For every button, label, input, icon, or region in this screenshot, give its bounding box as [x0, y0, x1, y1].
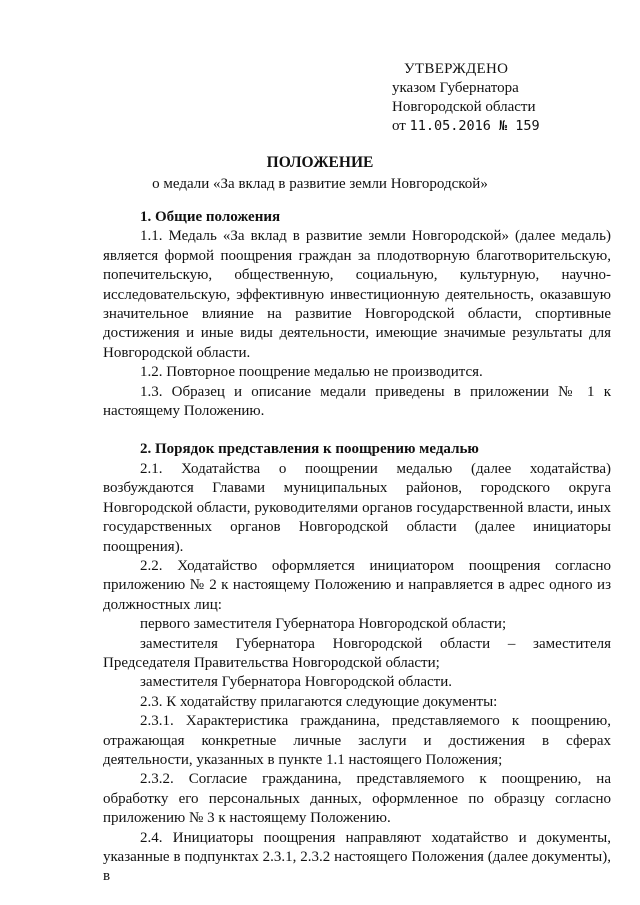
document-subtitle: о медали «За вклад в развитие земли Новгородской» [152, 176, 488, 192]
paragraph-2-3-2: 2.3.2. Согласие гражданина, представляемого к поощрению, на обработку его персональных данных, оформленное по образцу согласно приложению № 3 к настоящему Положению. [103, 771, 611, 827]
approval-line-2: Новгородской области [392, 99, 536, 115]
approval-line-1: указом Губернатора [392, 80, 519, 96]
paragraph-2-3-1: 2.3.1. Характеристика гражданина, представляемого к поощрению, отражающая конкретные личные заслуги и достижения в сферах деятельности, указанных в пункте 1.1 настоящего Положения; [103, 713, 611, 768]
official-list-item-2: заместителя Губернатора Новгородской области – заместителя Председателя Правительства Новгородской области; [103, 635, 611, 671]
paragraph-2-3: 2.3. К ходатайству прилагаются следующие документы: [140, 693, 498, 710]
section-gap [103, 421, 611, 440]
section-1-heading: 1. Общие положения [140, 209, 281, 225]
approval-date [392, 117, 540, 136]
document-title: ПОЛОЖЕНИЕ [266, 154, 374, 171]
document-body [103, 208, 611, 887]
paragraph-2-2: 2.2. Ходатайство оформляется инициатором поощрения согласно приложению № 2 к настоящему Положению и направляется в адрес одного из должностных лиц: [103, 557, 611, 613]
paragraph-1-3: 1.3. Образец и описание медали приведены в приложении № 1 к настоящему Положению. [103, 383, 611, 420]
approval-date-value: 11.05.2016 № 159 [409, 118, 540, 134]
section-2-heading: 2. Порядок представления к поощрению медалью [140, 441, 479, 458]
official-list-item-1: первого заместителя Губернатора Новгородской области; [140, 616, 507, 633]
approval-date-prefix: от [392, 118, 406, 134]
approval-heading: УТВЕРЖДЕНО [404, 61, 509, 77]
paragraph-1-1: 1.1. Медаль «За вклад в развитие земли Новгородской» (далее медаль) является формой поощрения граждан за плодотворную благотворительскую, попечительскую, общественную, социальную, культурную, научно-исследовательскую, эффективную инвестиционную деятельность, оказавшую значительное влияние на развитие Новгородской области, спортивные достижения и иные виды деятельности, имеющие значимые результаты для Новгородской области. [103, 228, 611, 361]
official-list-item-3: заместителя Губернатора Новгородской области. [140, 674, 452, 691]
paragraph-2-4: 2.4. Инициаторы поощрения направляют ходатайство и документы, указанные в подпунктах 2.3.1, 2.3.2 настоящего Положения (далее документы), в [103, 829, 611, 885]
paragraph-2-1: 2.1. Ходатайства о поощрении медалью (далее ходатайства) возбуждаются Главами муниципальных районов, городского округа Новгородской области, руководителями органов государственной власти, иных государственных органов Новгородской области (далее инициаторы поощрения). [103, 460, 611, 555]
approval-stamp [392, 60, 540, 136]
paragraph-1-2: 1.2. Повторное поощрение медалью не производится. [140, 364, 483, 381]
